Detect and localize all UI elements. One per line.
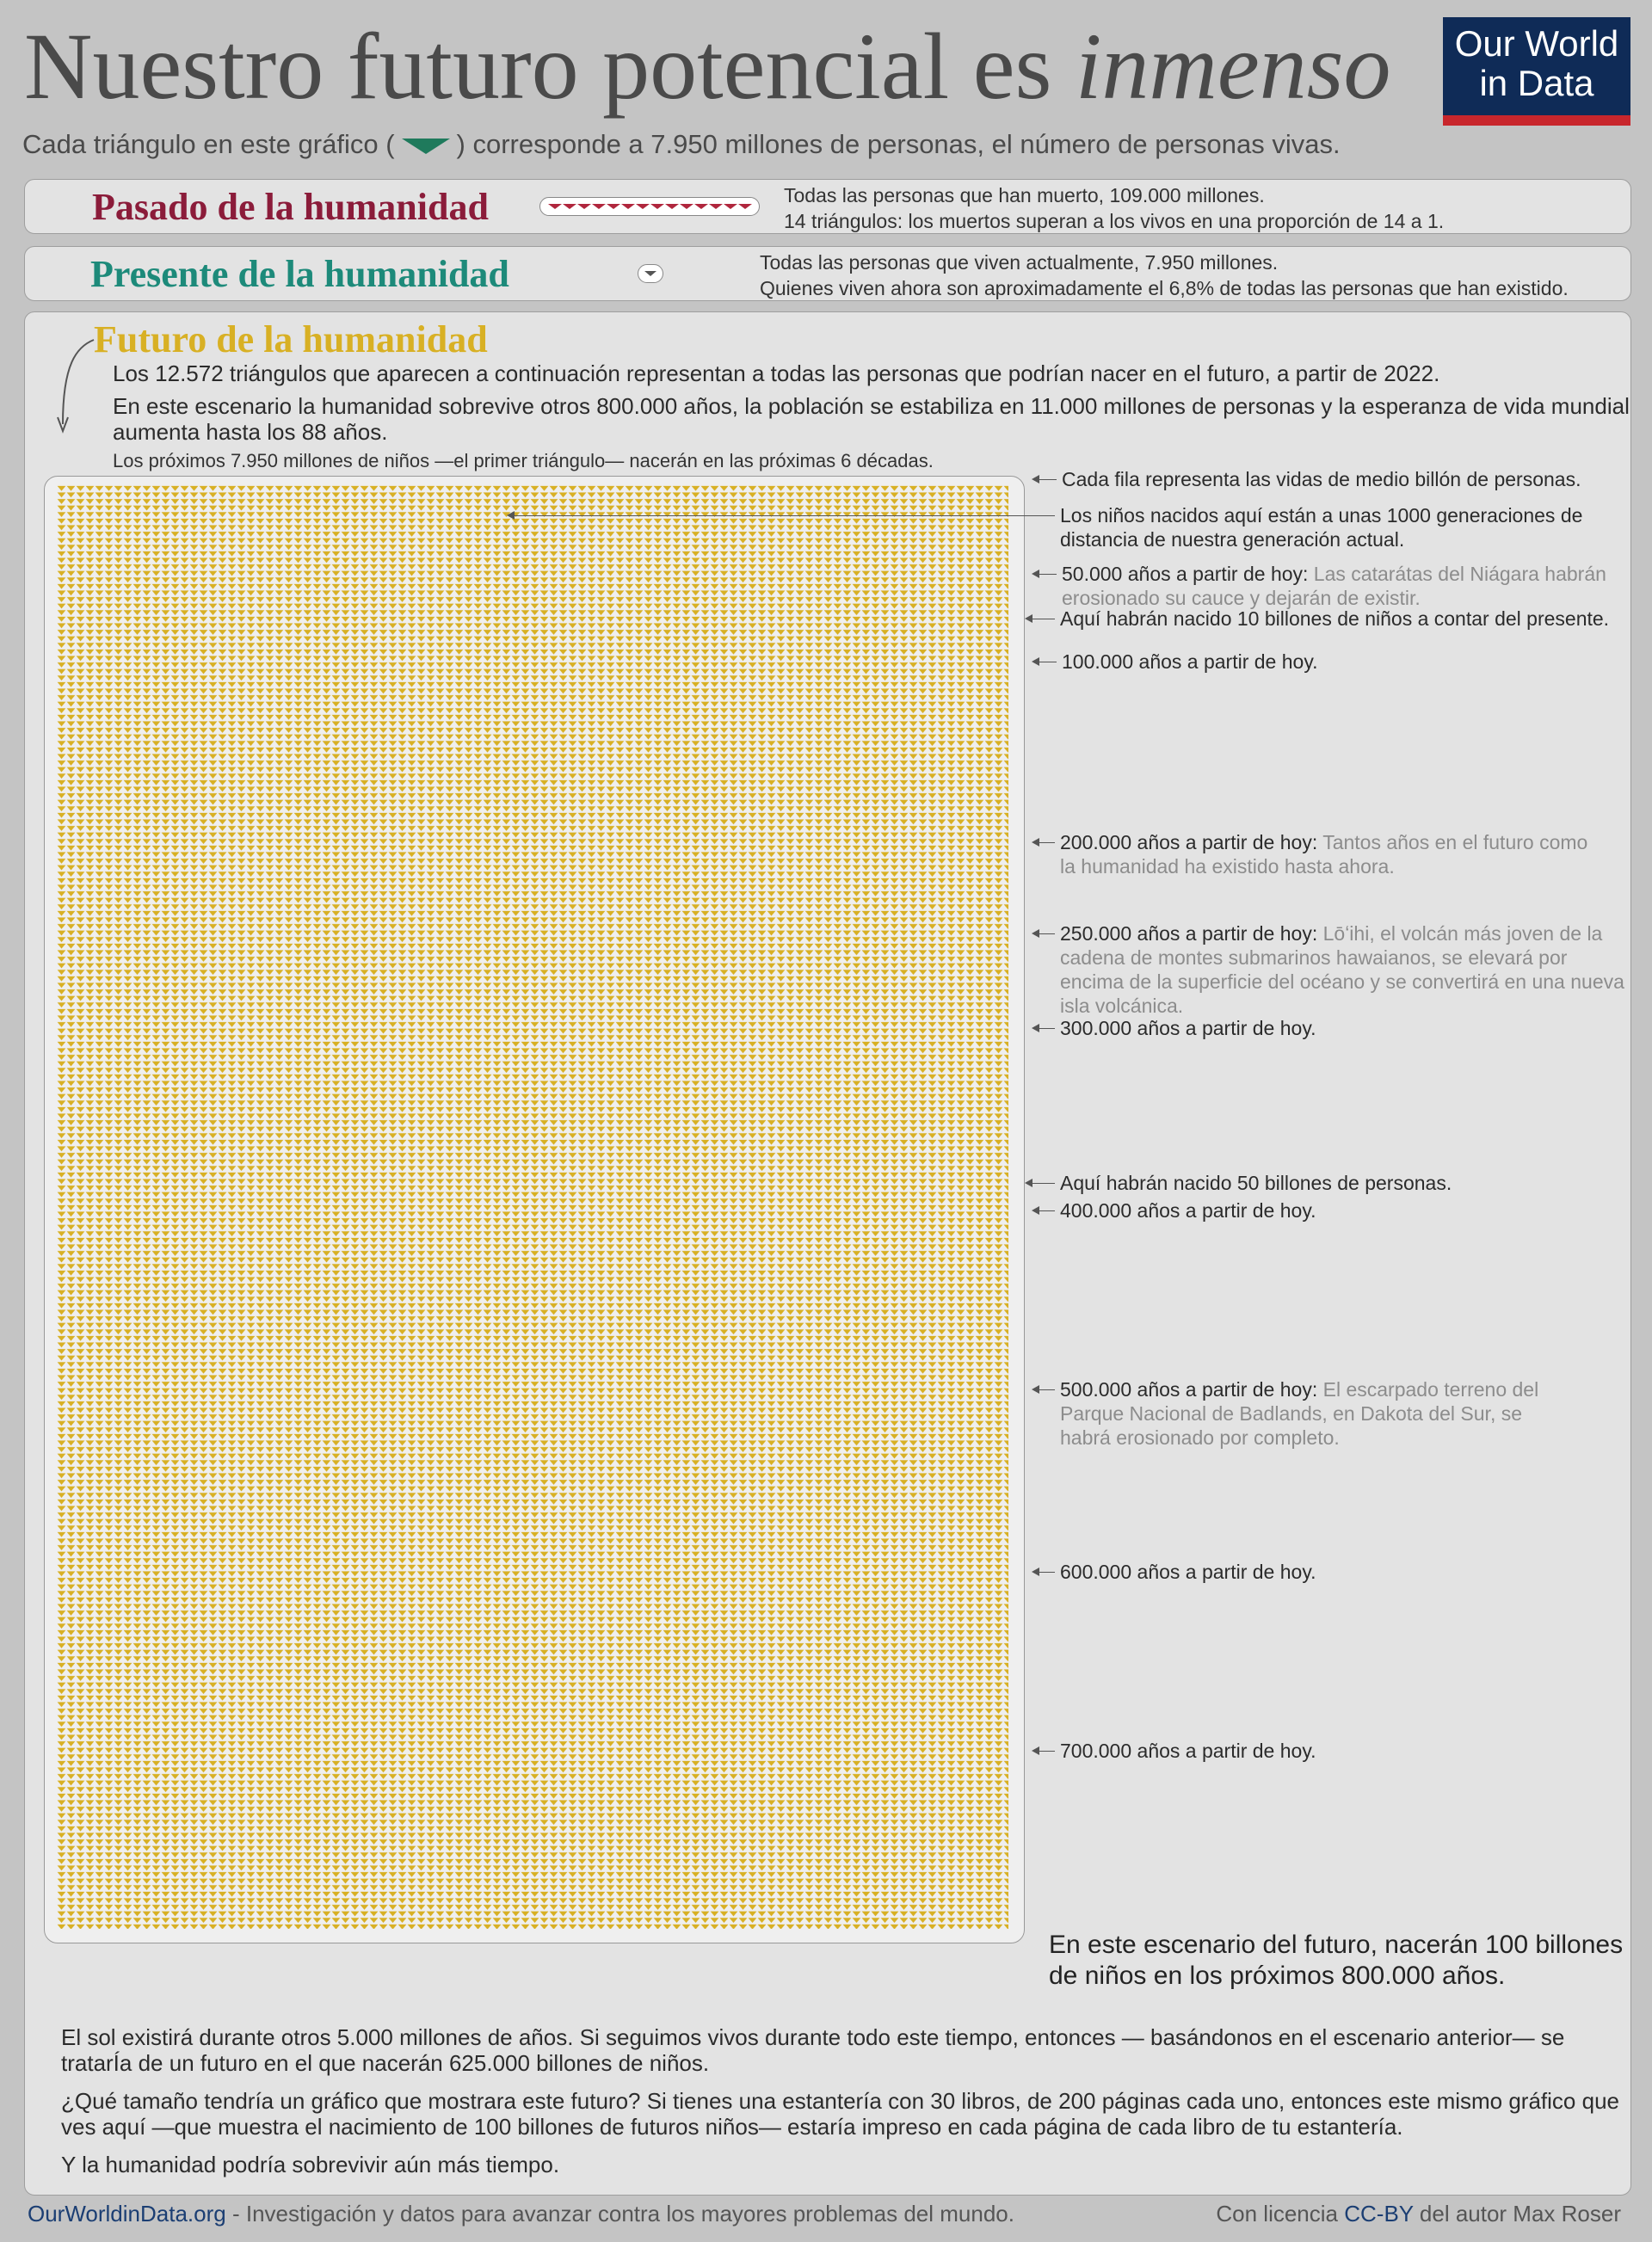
annotation-arrow <box>1037 1572 1055 1573</box>
annotation-line: distancia de nuestra generación actual. <box>1060 528 1405 551</box>
past-heading: Pasado de la humanidad <box>92 186 489 228</box>
annotation-arrow <box>1030 1183 1055 1184</box>
future-intro <box>113 360 1644 452</box>
present-note <box>760 249 1569 301</box>
footer-left <box>28 2201 1014 2227</box>
final-note-line-2: de niños en los próximos 800.000 años. <box>1049 1962 1506 1990</box>
annotation-text: 400.000 años a partir de hoy. <box>1060 1199 1316 1222</box>
annotation-text: Aquí habrán nacido 50 billones de personas. <box>1060 1172 1452 1194</box>
annotation-arrow <box>1037 1210 1055 1211</box>
past-triangle-icon <box>650 204 664 209</box>
annotation-line: cadena de montes submarinos hawaianos, se elevará por <box>1060 946 1568 969</box>
annotation-detail: El escarpado terreno del <box>1317 1378 1539 1401</box>
subtitle-after: ) corresponde a 7.950 millones de personas, el número de personas vivas. <box>456 129 1341 159</box>
past-triangle-icon <box>724 204 737 209</box>
past-triangle-icon <box>738 204 752 209</box>
page-title <box>24 14 1391 119</box>
annotation-detail: Las catarátas del Niágara habrán <box>1308 563 1606 585</box>
annotation-text: 600.000 años a partir de hoy. <box>1060 1561 1316 1583</box>
annotation-text: 700.000 años a partir de hoy. <box>1060 1740 1316 1762</box>
footer-right <box>1216 2201 1621 2227</box>
logo-red-bar <box>1443 115 1630 126</box>
present-triangle <box>638 264 663 283</box>
annotation-detail: Tantos años en el futuro como <box>1317 831 1588 853</box>
footer-tagline: - Investigación y datos para avanzar contra los mayores problemas del mundo. <box>225 2201 1014 2227</box>
annotation-text: 200.000 años a partir de hoy: <box>1060 831 1318 853</box>
past-triangle-icon <box>548 204 562 209</box>
annotation-arrow <box>1037 1389 1055 1390</box>
annotation-7 <box>1060 921 1624 1018</box>
annotation-9 <box>1060 1171 1452 1195</box>
final-note <box>1049 1930 1623 1992</box>
footer-author: del autor Max Roser <box>1413 2201 1621 2227</box>
annotation-8 <box>1060 1016 1316 1040</box>
arrow-head-icon <box>1032 1024 1039 1032</box>
past-triangle-icon <box>694 204 708 209</box>
future-heading: Futuro de la humanidad <box>94 318 488 360</box>
future-triangle-grid <box>44 476 1025 1943</box>
past-triangle-icon <box>607 204 620 209</box>
annotation-11 <box>1060 1377 1538 1450</box>
bottom-paragraph-3: Y la humanidad podría sobrevivir aún más tiempo. <box>61 2152 560 2177</box>
past-triangle-icon <box>680 204 693 209</box>
arrow-head-icon <box>507 511 515 520</box>
past-note-line-1: Todas las personas que han muerto, 109.000 millones. <box>784 184 1265 206</box>
present-heading: Presente de la humanidad <box>90 253 509 295</box>
annotation-10 <box>1060 1198 1316 1223</box>
annotation-text: Los niños nacidos aquí están a unas 1000 generaciones de <box>1060 504 1583 527</box>
annotation-line: Parque Nacional de Badlands, en Dakota del Sur, se <box>1060 1402 1523 1425</box>
bottom-paragraph-2: ¿Qué tamaño tendría un gráfico que mostrara este futuro? Si tienes una estantería con 30 libros, de 200 páginas cada uno, entonces este mismo gráfico que ves aquí —que muestra el nacimiento de 100 billones de futuros niños— estaría impreso en cada página de cada libro de tu estantería. <box>61 2088 1619 2140</box>
annotation-6 <box>1060 830 1587 878</box>
annotation-12 <box>1060 1560 1316 1584</box>
arrow-head-icon <box>1032 475 1039 484</box>
annotation-1 <box>1062 467 1581 491</box>
arrow-head-icon <box>1025 614 1032 623</box>
past-triangle-icon <box>621 204 635 209</box>
annotation-text: 500.000 años a partir de hoy: <box>1060 1378 1318 1401</box>
annotation-4 <box>1060 607 1609 631</box>
annotation-line: encima de la superficie del océano y se convertirá en una nueva <box>1060 970 1624 993</box>
arrow-head-icon <box>1032 570 1039 578</box>
first-triangle-note: Los próximos 7.950 millones de niños —el primer triángulo— nacerán en las próximas 6 décadas. <box>113 450 934 471</box>
present-triangle-icon <box>644 271 656 276</box>
annotation-line: isla volcánica. <box>1060 995 1184 1017</box>
bottom-paragraph-1: El sol existirá durante otros 5.000 millones de años. Si seguimos vivos durante todo este tiempo, entonces — basándonos en el escenario anterior— se tratarÍa de un futuro en el que nacerán 625.000 billones de niños. <box>61 2024 1565 2076</box>
subtitle-before: Cada triángulo en este gráfico ( <box>22 129 395 159</box>
future-intro-line-1: Los 12.572 triángulos que aparecen a continuación representan a todas las personas que podrían nacer en el futuro, a partir de 2022. <box>113 360 1440 386</box>
annotation-text: 300.000 años a partir de hoy. <box>1060 1017 1316 1039</box>
past-note <box>784 182 1444 234</box>
annotation-arrow <box>1037 933 1055 934</box>
annotation-2 <box>1060 503 1582 551</box>
past-triangle-icon <box>577 204 591 209</box>
past-triangle-icon <box>709 204 723 209</box>
annotation-text: Aquí habrán nacido 10 billones de niños a contar del presente. <box>1060 607 1610 630</box>
annotation-line: erosionado su cauce y dejarán de existir. <box>1062 587 1421 609</box>
future-panel <box>24 311 1631 2196</box>
annotation-5 <box>1062 650 1318 674</box>
footer-license-link[interactable]: CC-BY <box>1344 2201 1414 2227</box>
annotation-text: 250.000 años a partir de hoy: <box>1060 922 1318 945</box>
past-triangle-icon <box>592 204 606 209</box>
annotation-line: habrá erosionado por completo. <box>1060 1426 1340 1449</box>
triangle-legend-icon <box>402 139 450 154</box>
arrow-head-icon <box>1032 1206 1039 1215</box>
annotation-13 <box>1060 1739 1316 1763</box>
future-intro-line-2: En este escenario la humanidad sobrevive otros 800.000 años, la población se estabiliza en 11.000 millones de personas y la esperanza de vida mundial aumenta hasta los 88 años. <box>113 393 1630 445</box>
annotation-arrow <box>1037 479 1057 480</box>
bottom-text <box>61 2024 1627 2190</box>
annotation-arrow <box>1037 574 1057 575</box>
arrow-head-icon <box>1032 1746 1039 1755</box>
footer-site-link[interactable]: OurWorldinData.org <box>28 2201 226 2227</box>
arrow-head-icon <box>1032 929 1039 938</box>
arrow-head-icon <box>1025 1179 1032 1187</box>
past-panel <box>24 179 1631 234</box>
final-note-line-1: En este escenario del futuro, nacerán 100 billones <box>1049 1931 1624 1959</box>
past-note-line-2: 14 triángulos: los muertos superan a los vivos en una proporción de 14 a 1. <box>784 210 1445 232</box>
annotation-arrow <box>1037 1028 1055 1029</box>
footer-license-before: Con licencia <box>1216 2201 1345 2227</box>
arrow-head-icon <box>1032 1385 1039 1394</box>
triangle-grid-fill <box>57 485 1008 1929</box>
subtitle <box>22 129 1341 160</box>
logo-line-2: in Data <box>1479 63 1594 103</box>
present-note-line-2: Quienes viven ahora son aproximadamente el 6,8% de todas las personas que han existido. <box>760 277 1569 299</box>
annotation-arrow <box>1037 842 1055 843</box>
annotation-arrow <box>1037 1751 1055 1752</box>
annotation-3 <box>1062 562 1606 610</box>
annotation-arrow <box>512 515 1055 516</box>
annotation-text: 100.000 años a partir de hoy. <box>1062 650 1318 673</box>
arrow-head-icon <box>1032 657 1039 666</box>
present-panel <box>24 246 1631 301</box>
triangle-grid-svg <box>45 477 1023 1942</box>
annotation-text: Cada fila representa las vidas de medio billón de personas. <box>1062 468 1581 490</box>
logo-line-1: Our World <box>1454 23 1619 64</box>
annotation-text: 50.000 años a partir de hoy: <box>1062 563 1309 585</box>
past-triangle-icon <box>636 204 650 209</box>
past-triangles <box>539 197 760 216</box>
past-triangle-icon <box>665 204 679 209</box>
annotation-detail: Lōʻihi, el volcán más joven de la <box>1317 922 1603 945</box>
arrow-head-icon <box>1032 1568 1039 1576</box>
title-main: Nuestro futuro potencial es <box>24 14 1052 119</box>
annotation-line: la humanidad ha existido hasta ahora. <box>1060 855 1395 878</box>
title-emphasis: inmenso <box>1075 14 1391 119</box>
past-triangle-icon <box>563 204 576 209</box>
arrow-head-icon <box>1032 838 1039 847</box>
present-note-line-1: Todas las personas que viven actualmente, 7.950 millones. <box>760 251 1279 274</box>
owid-logo[interactable] <box>1443 17 1630 126</box>
